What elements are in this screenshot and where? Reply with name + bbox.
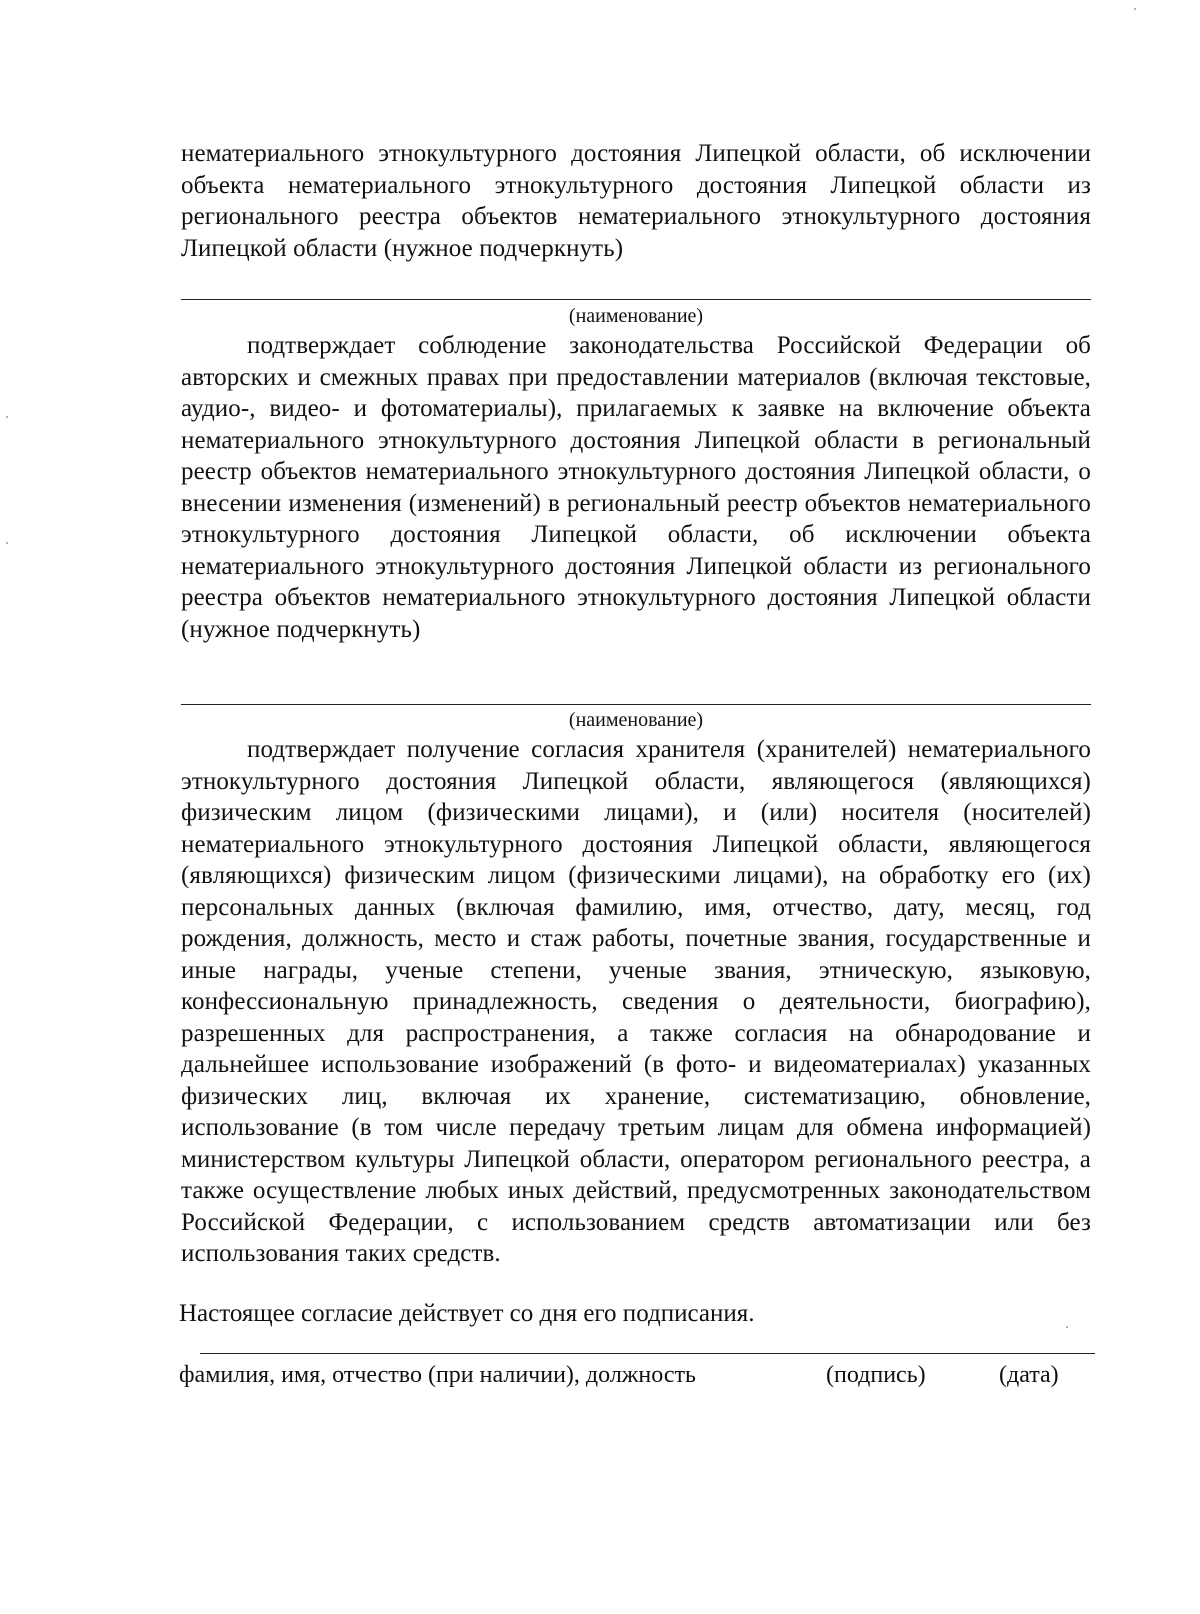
paragraph-intro-continuation: нематериального этнокультурного достояния Липецкой области, об исключении объекта нематериального этнокультурного достояния Липецкой области из регионального реестра объектов нематериального этнокультурного достояния Липецкой области (нужное подчеркнуть): [181, 140, 1091, 262]
paragraph-consent-confirmation: подтверждает получение согласия хранителя (хранителей) нематериального этнокультурного достояния Липецкой области, являющегося (являющихся) физическим лицом (физическими лицами), и (или) носителя (носителей) нематериального этнокультурного достояния Липецкой области, являющегося (являющихся) физическим лицом (физическими лицами), на обработку его (их) персональных данных (включая фамилию, имя, отчество, дату, месяц, год рождения, должность, место и стаж работы, почетные звания, государственные и иные награды, ученые степени, ученые звания, этническую, языковую, конфессиональную принадлежность, сведения о деятельности, биографию), разрешенных для распространения, а также согласия на обнародование и дальнейшее использование изображений (в фото- и видеоматериалах) указанных физических лиц, включая их хранение, систематизацию, обновление, использование (в том числе передачу третьим лицам для обмена информацией) министерством культуры Липецкой области, оператором регионального реестра, а также осуществление любых иных действий, предусмотренных законодательством Российской Федерации, с использованием средств автоматизации или без использования таких средств.: [181, 736, 1091, 1267]
signature-name-label: фамилия, имя, отчество (при наличии), должность: [179, 1362, 696, 1388]
name-field-caption-1: (наименование): [568, 305, 704, 327]
signature-sign-label: (подпись): [826, 1362, 926, 1388]
signature-line: [200, 1353, 1095, 1354]
scan-speck: [1134, 8, 1136, 10]
scan-speck: [6, 542, 8, 544]
signature-date-label: (дата): [999, 1362, 1059, 1388]
validity-statement: Настоящее согласие действует со дня его подписания.: [179, 1300, 755, 1327]
name-field-line-2: [181, 704, 1091, 705]
name-field-caption-2: (наименование): [568, 709, 704, 731]
name-field-line-1: [181, 299, 1091, 300]
scan-speck: [1066, 1326, 1068, 1328]
scan-speck: [6, 416, 8, 418]
paragraph-copyright-confirmation: подтверждает соблюдение законодательства Российской Федерации об авторских и смежных правах при предоставлении материалов (включая текстовые, аудио-, видео- и фотоматериалы), прилагаемых к заявке на включение объекта нематериального этнокультурного достояния Липецкой области в региональный реестр объектов нематериального этнокультурного достояния Липецкой области, о внесении изменения (изменений) в региональный реестр объектов нематериального этнокультурного достояния Липецкой области, об исключении объекта нематериального этнокультурного достояния Липецкой области из регионального реестра объектов нематериального этнокультурного достояния Липецкой области (нужное подчеркнуть): [181, 332, 1091, 643]
